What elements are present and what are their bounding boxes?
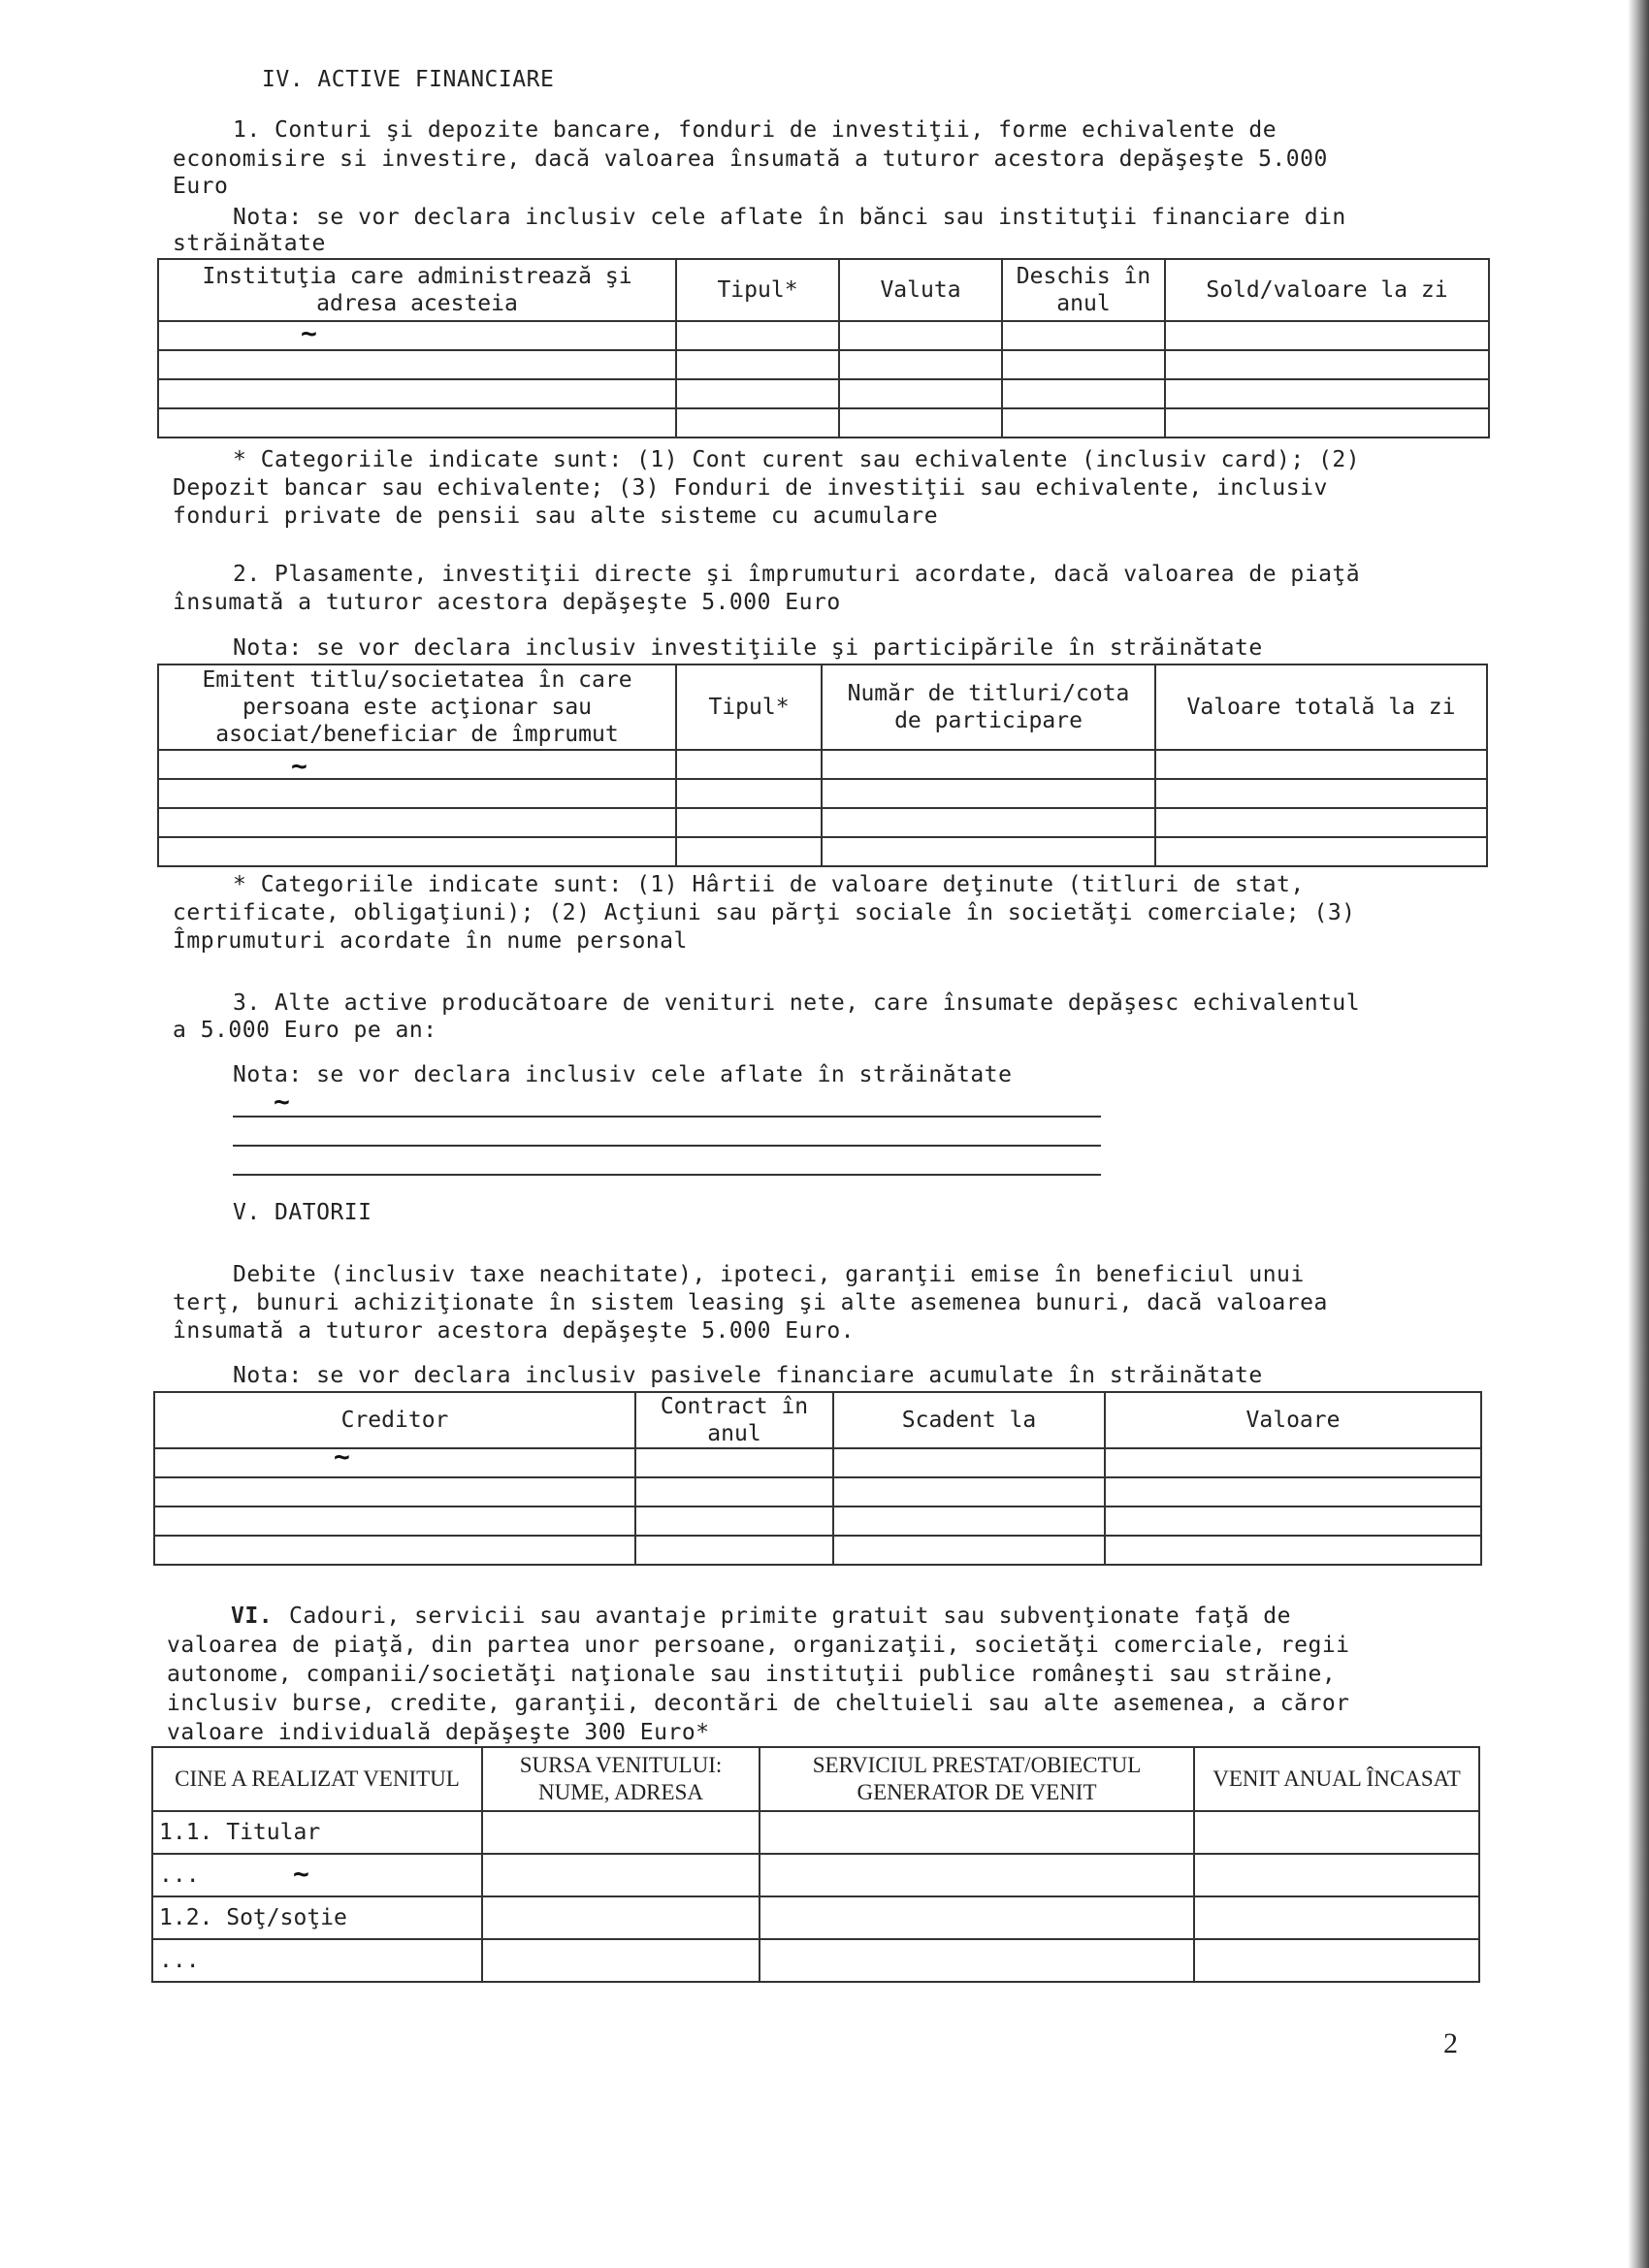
s6-line-4: inclusiv burse, credite, garanţii, decontări de cheltuieli sau alte asemenea, a căror bbox=[167, 1691, 1350, 1716]
table-row bbox=[152, 1811, 1479, 1854]
table-row bbox=[154, 1448, 1481, 1477]
p3-line-1: 3. Alte active producătoare de venituri nete, care însumate depăşesc echivalentul bbox=[233, 990, 1361, 1016]
p2-footnote-1: * Categoriile indicate sunt: (1) Hârtii de valoare deţinute (titluri de stat, bbox=[233, 872, 1305, 897]
header-creditor: Creditor bbox=[154, 1392, 635, 1448]
p3-line-2: a 5.000 Euro pe an: bbox=[173, 1018, 437, 1043]
table-row bbox=[152, 1896, 1479, 1939]
header-tipul: Tipul* bbox=[676, 259, 839, 321]
table-row bbox=[158, 379, 1489, 408]
table-row bbox=[158, 350, 1489, 379]
header-numar-titluri: Număr de titluri/cota de participare bbox=[822, 664, 1155, 750]
section-v-heading: V. DATORII bbox=[233, 1200, 372, 1225]
header-cine-a-realizat: CINE A REALIZAT VENITUL bbox=[152, 1747, 482, 1811]
s6-line-5: valoare individuală depăşeşte 300 Euro* bbox=[167, 1720, 710, 1745]
table-row bbox=[152, 1939, 1479, 1982]
p2-line-1: 2. Plasamente, investiţii directe şi împrumuturi acordate, dacă valoarea de piaţă bbox=[233, 562, 1361, 587]
table-row bbox=[154, 1536, 1481, 1565]
table-row bbox=[158, 808, 1487, 837]
scan-page-edge bbox=[1628, 0, 1649, 2268]
handwritten-dash-mark: ~ bbox=[334, 1441, 350, 1473]
handwritten-dash-mark: ~ bbox=[291, 750, 307, 782]
s6-line-2: valoarea de piaţă, din partea unor persoane, organizaţii, societăţi comerciale, regii bbox=[167, 1633, 1350, 1658]
p1-nota-2: străinătate bbox=[173, 231, 326, 256]
table-row bbox=[158, 321, 1489, 350]
s6-line-1: Cadouri, servicii sau avantaje primite gratuit sau subvenţionate faţă de bbox=[289, 1604, 1291, 1629]
row-label-ellipsis: ... bbox=[152, 1939, 482, 1982]
page-number: 2 bbox=[1443, 2027, 1459, 2059]
gifts-table bbox=[151, 1746, 1480, 1983]
handwritten-dash-mark: ~ bbox=[293, 1858, 309, 1890]
p2-line-2: însumată a tuturor acestora depăşeşte 5.000 Euro bbox=[173, 590, 841, 615]
p2-footnote-2: certificate, obligaţiuni); (2) Acţiuni sau părţi sociale în societăţi comerciale; (3) bbox=[173, 900, 1356, 925]
p3-nota: Nota: se vor declara inclusiv cele aflate în străinătate bbox=[233, 1062, 1013, 1087]
section-iv-heading: IV. ACTIVE FINANCIARE bbox=[262, 67, 555, 92]
table-row bbox=[152, 1854, 1479, 1896]
header-institutie: Instituţia care administrează şi adresa acesteia bbox=[158, 259, 676, 321]
p1-footnote-2: Depozit bancar sau echivalente; (3) Fonduri de investiţii sau echivalente, inclusiv bbox=[173, 475, 1328, 501]
p1-line-2: economisire si investire, dacă valoarea însumată a tuturor acestora depăşeşte 5.000 bbox=[173, 146, 1328, 172]
p1-line-3: Euro bbox=[173, 174, 229, 199]
header-contract: Contract în anul bbox=[635, 1392, 833, 1448]
table-row bbox=[154, 1507, 1481, 1536]
header-sold: Sold/valoare la zi bbox=[1165, 259, 1489, 321]
s5-nota: Nota: se vor declara inclusiv pasivele financiare acumulate în străinătate bbox=[233, 1363, 1263, 1388]
blank-line bbox=[233, 1145, 1101, 1147]
p1-footnote-3: fonduri private de pensii sau alte sisteme cu acumulare bbox=[173, 503, 939, 529]
blank-line bbox=[233, 1174, 1101, 1176]
s5-line-3: însumată a tuturor acestora depăşeşte 5.000 Euro. bbox=[173, 1318, 856, 1344]
table-row bbox=[158, 750, 1487, 779]
header-serviciul-prestat: SERVICIUL PRESTAT/OBIECTUL GENERATOR DE VENIT bbox=[760, 1747, 1194, 1811]
header-tipul: Tipul* bbox=[676, 664, 822, 750]
row-label-sot-sotie: 1.2. Soţ/soţie bbox=[152, 1896, 482, 1939]
table-row bbox=[158, 837, 1487, 866]
bank-accounts-table bbox=[157, 258, 1490, 438]
row-label-ellipsis: ... bbox=[152, 1854, 482, 1896]
s5-line-1: Debite (inclusiv taxe neachitate), ipoteci, garanţii emise în beneficiul unui bbox=[233, 1262, 1305, 1287]
header-sursa-venitului: SURSA VENITULUI: NUME, ADRESA bbox=[482, 1747, 760, 1811]
table-row bbox=[158, 779, 1487, 808]
s6-line-3: autonome, companii/societăţi naţionale sau instituţii publice româneşti sau străine, bbox=[167, 1662, 1337, 1687]
table-row bbox=[158, 408, 1489, 437]
p1-nota-1: Nota: se vor declara inclusiv cele aflate în bănci sau instituţii financiare din bbox=[233, 205, 1346, 230]
table-row bbox=[154, 1477, 1481, 1507]
handwritten-dash-mark: ~ bbox=[301, 317, 317, 349]
header-venit-anual: VENIT ANUAL ÎNCASAT bbox=[1194, 1747, 1479, 1811]
header-valoare: Valoare bbox=[1105, 1392, 1481, 1448]
header-scadent: Scadent la bbox=[833, 1392, 1105, 1448]
header-emitent: Emitent titlu/societatea în care persoana este acţionar sau asociat/beneficiar de împrumut bbox=[158, 664, 676, 750]
s5-line-2: terţ, bunuri achiziţionate în sistem leasing şi alte asemenea bunuri, dacă valoarea bbox=[173, 1290, 1328, 1315]
header-deschis: Deschis în anul bbox=[1002, 259, 1165, 321]
p1-footnote-1: * Categoriile indicate sunt: (1) Cont curent sau echivalente (inclusiv card); (2) bbox=[233, 447, 1361, 472]
p2-nota: Nota: se vor declara inclusiv investiţiile şi participările în străinătate bbox=[233, 635, 1263, 661]
header-valuta: Valuta bbox=[839, 259, 1002, 321]
p2-footnote-3: Împrumuturi acordate în nume personal bbox=[173, 928, 688, 954]
debts-table bbox=[153, 1391, 1482, 1566]
p1-line-1: 1. Conturi şi depozite bancare, fonduri de investiţii, forme echivalente de bbox=[233, 117, 1277, 143]
section-vi-heading: VI. bbox=[231, 1604, 274, 1629]
handwritten-dash-mark: ~ bbox=[274, 1085, 290, 1118]
blank-line bbox=[233, 1116, 1101, 1118]
investments-table bbox=[157, 664, 1488, 867]
row-label-titular: 1.1. Titular bbox=[152, 1811, 482, 1854]
header-valoare-totala: Valoare totală la zi bbox=[1155, 664, 1487, 750]
